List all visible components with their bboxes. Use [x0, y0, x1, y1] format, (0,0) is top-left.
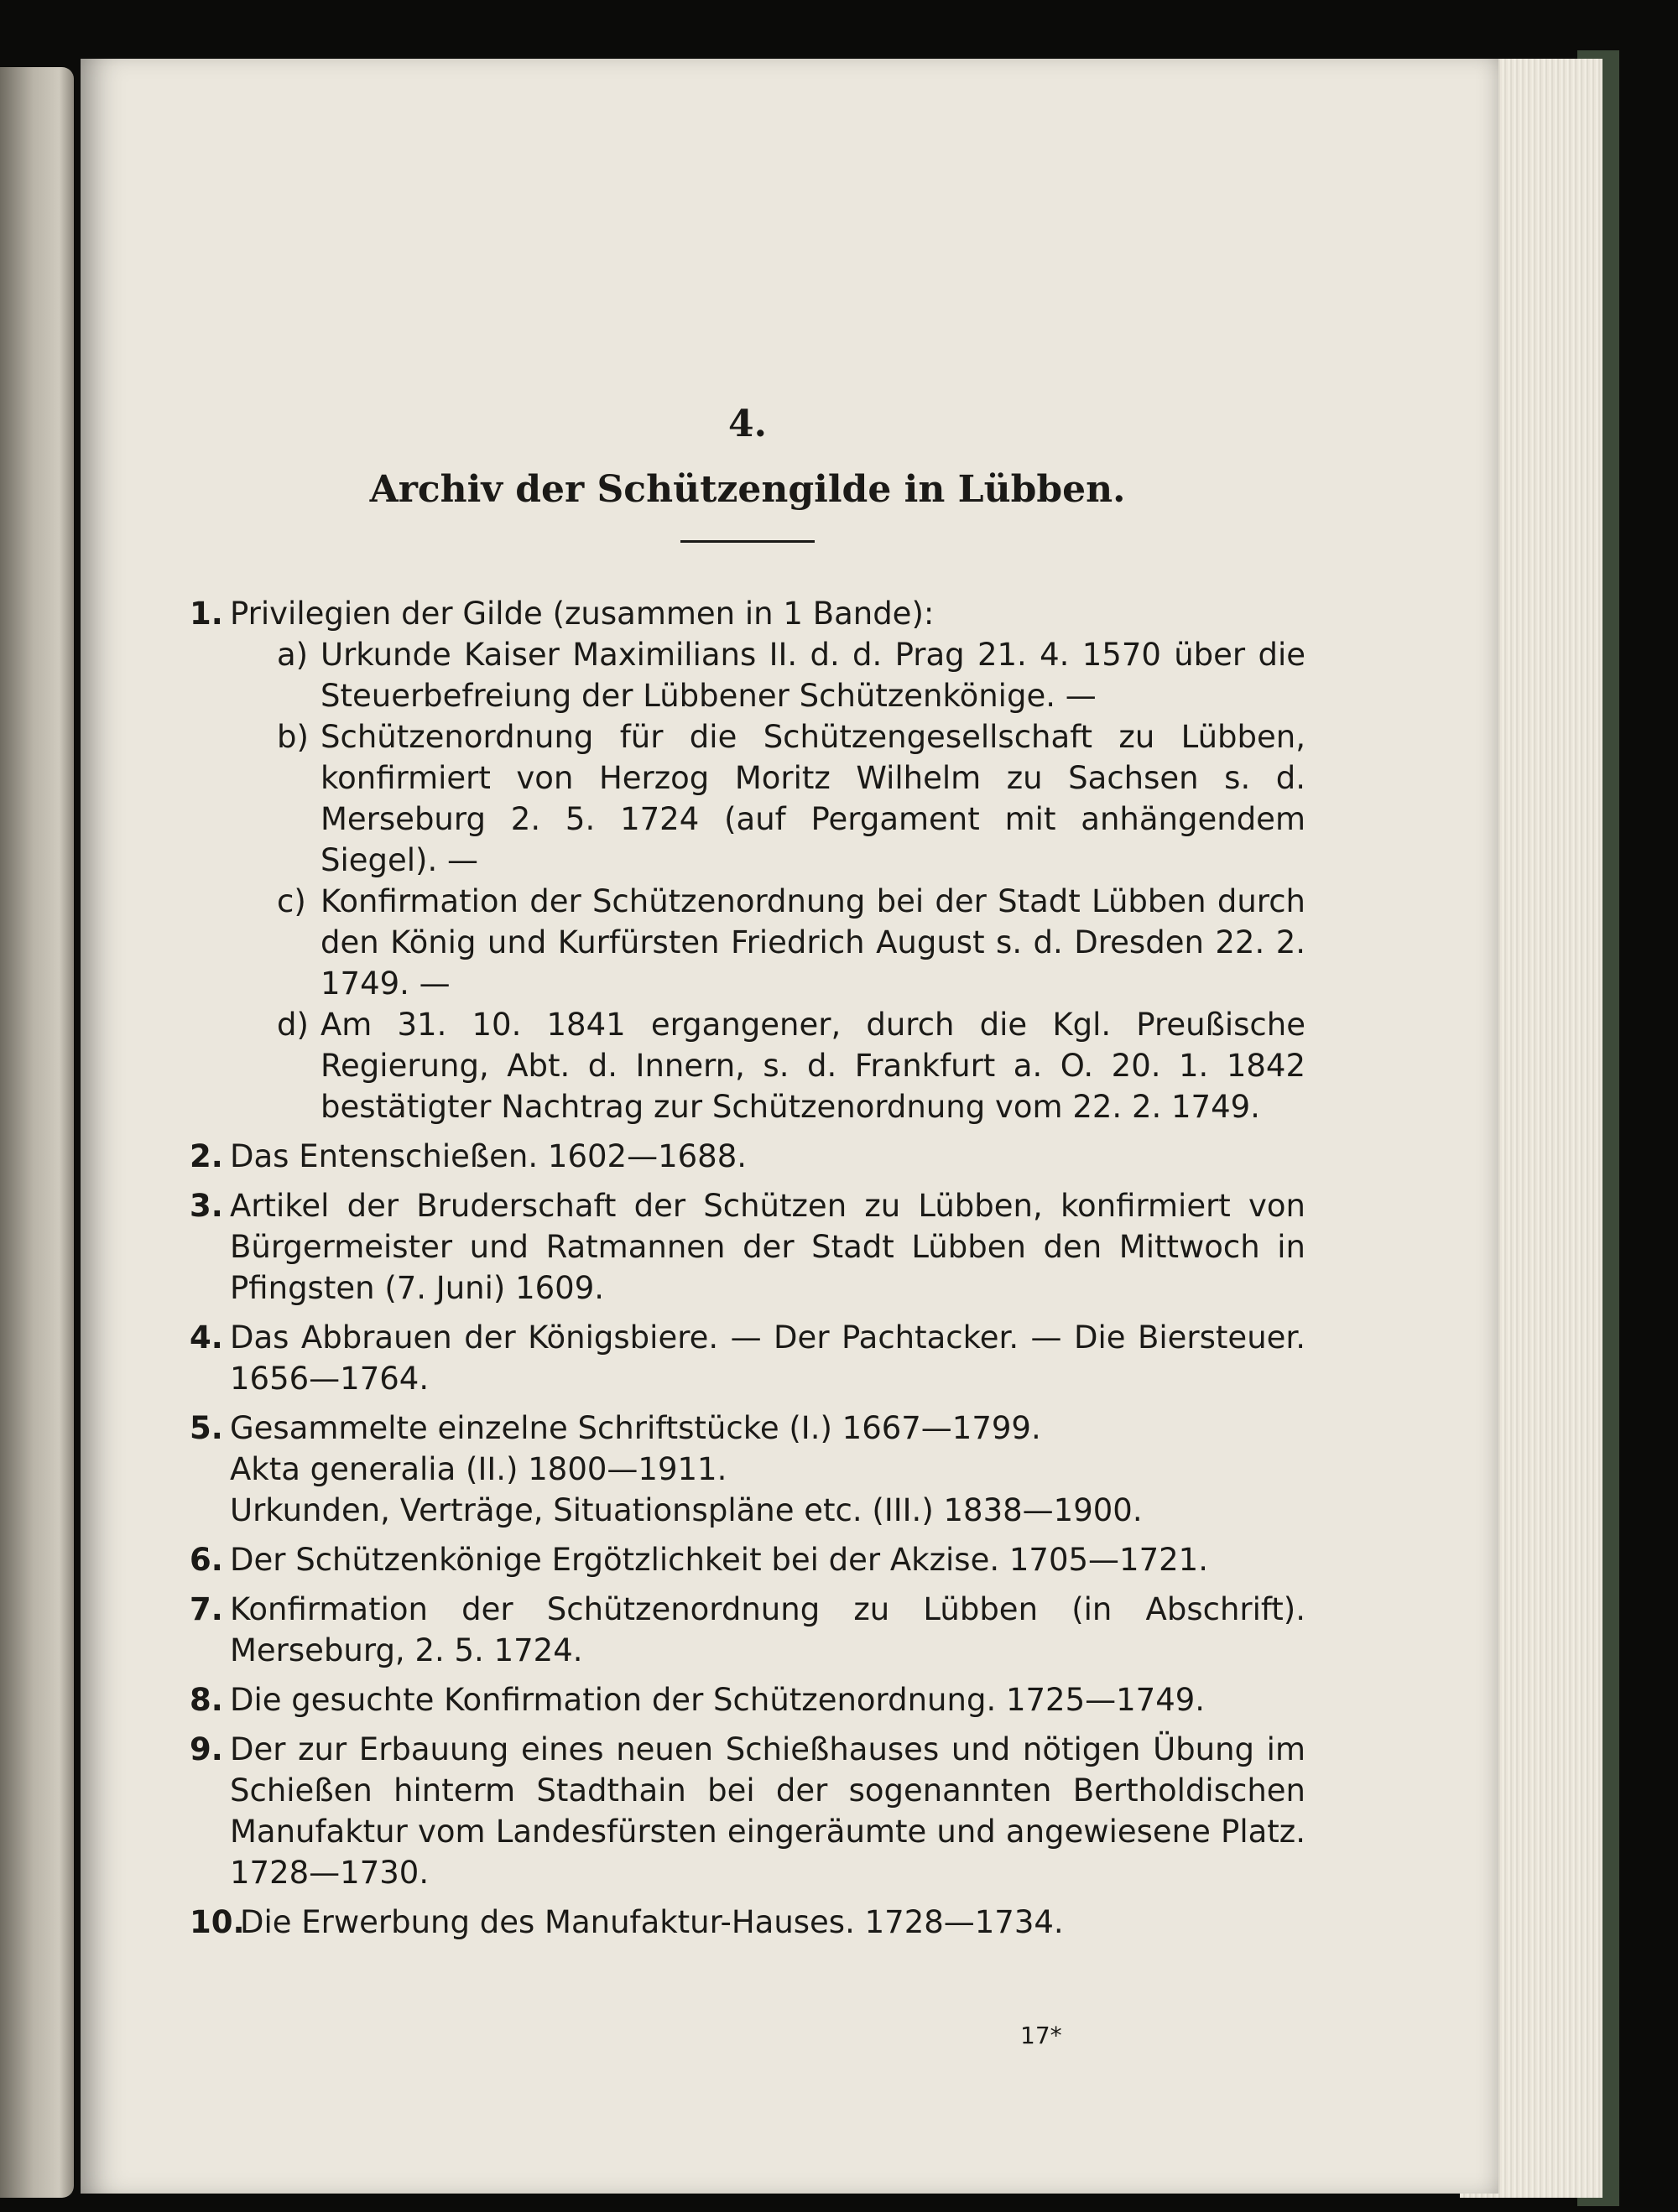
entry-4	[190, 1317, 1305, 1399]
entry-text: Konfirmation der Schützenordnung zu Lübben (in Abschrift). Merseburg, 2. 5. 1724.	[230, 1591, 1305, 1668]
entry-text: Das Abbrauen der Königsbiere. — Der Pachtacker. — Die Biersteuer. 1656—1764.	[230, 1319, 1305, 1397]
entry-text: Der zur Erbauung eines neuen Schießhauses und nötigen Übung im Schießen hinterm Stadthain bei der sogenannten Bertholdischen Manufaktur vom Landesfürsten eingeräumte und angewiesene Platz. 1728—1730.	[230, 1731, 1305, 1891]
sub-text: Konfirmation der Schützenordnung bei der Stadt Lübben durch den König und Kurfürsten Friedrich August s. d. Dresden 22. 2. 1749. —	[320, 883, 1305, 1002]
entry-number: 1.	[190, 596, 223, 632]
entry-number: 2.	[190, 1138, 223, 1174]
entry-10	[190, 1902, 1305, 1943]
sub-letter: d)	[277, 1007, 309, 1043]
entry-9	[190, 1729, 1305, 1893]
entry-1-sub-a	[230, 634, 1305, 716]
sub-letter: b)	[277, 719, 309, 755]
entry-number: 5.	[190, 1410, 223, 1446]
entry-line: Urkunden, Verträge, Situationspläne etc. (III.) 1838—1900.	[230, 1492, 1143, 1528]
page-signature: 17*	[1020, 2022, 1062, 2049]
entry-text: Das Entenschießen. 1602—1688.	[230, 1138, 747, 1174]
sub-text: Schützenordnung für die Schützengesellschaft zu Lübben, konfirmiert von Herzog Moritz Wilhelm zu Sachsen s. d. Merseburg 2. 5. 1724 (auf Pergament mit anhängendem Siegel). —	[320, 719, 1305, 878]
entry-number: 4.	[190, 1319, 223, 1356]
entry-number: 10.	[190, 1904, 245, 1940]
sub-text: Am 31. 10. 1841 ergangener, durch die Kgl. Preußische Regierung, Abt. d. Innern, s. d. Frankfurt a. O. 20. 1. 1842 bestätigter Nachtrag zur Schützenordnung vom 22. 2. 1749.	[320, 1007, 1305, 1125]
left-page-edge	[0, 67, 74, 2198]
entry-1-sub-b	[230, 716, 1305, 881]
entry-text: Der Schützenkönige Ergötzlichkeit bei der Akzise. 1705—1721.	[230, 1542, 1208, 1578]
entry-3	[190, 1185, 1305, 1309]
entry-5	[190, 1408, 1305, 1531]
sub-letter: c)	[277, 883, 306, 919]
entry-7	[190, 1589, 1305, 1671]
entry-number: 7.	[190, 1591, 223, 1627]
entry-line: Gesammelte einzelne Schriftstücke (I.) 1667—1799.	[230, 1410, 1041, 1446]
entry-number: 8.	[190, 1682, 223, 1718]
entry-line: Akta generalia (II.) 1800—1911.	[230, 1451, 727, 1487]
entry-number: 6.	[190, 1542, 223, 1578]
sub-text: Urkunde Kaiser Maximilians II. d. d. Prag 21. 4. 1570 über die Steuerbefreiung der Lübbener Schützenkönige. —	[320, 637, 1305, 714]
entry-1	[190, 593, 1305, 1127]
section-number: 4.	[728, 403, 767, 445]
entry-text: Die gesuchte Konfirmation der Schützenordnung. 1725—1749.	[230, 1682, 1206, 1718]
sub-letter: a)	[277, 637, 309, 673]
entry-6	[190, 1539, 1305, 1580]
entry-8	[190, 1679, 1305, 1720]
entry-text: Die Erwerbung des Manufaktur-Hauses. 1728—1734.	[240, 1904, 1064, 1940]
entry-1-sub-d	[230, 1004, 1305, 1127]
entry-text: Privilegien der Gilde (zusammen in 1 Bande):	[230, 596, 935, 632]
entry-number: 3.	[190, 1188, 223, 1224]
title-rule	[680, 540, 815, 543]
entry-1-sub-c	[230, 881, 1305, 1004]
book-page	[81, 59, 1498, 2194]
entry-text: Artikel der Bruderschaft der Schützen zu Lübben, konfirmiert von Bürgermeister und Ratmannen der Stadt Lübben den Mittwoch in Pfingsten (7. Juni) 1609.	[230, 1188, 1305, 1306]
entry-2	[190, 1136, 1305, 1177]
page-content	[190, 403, 1305, 1951]
entry-number: 9.	[190, 1731, 223, 1767]
section-title: Archiv der Schützengilde in Lübben.	[369, 468, 1126, 511]
